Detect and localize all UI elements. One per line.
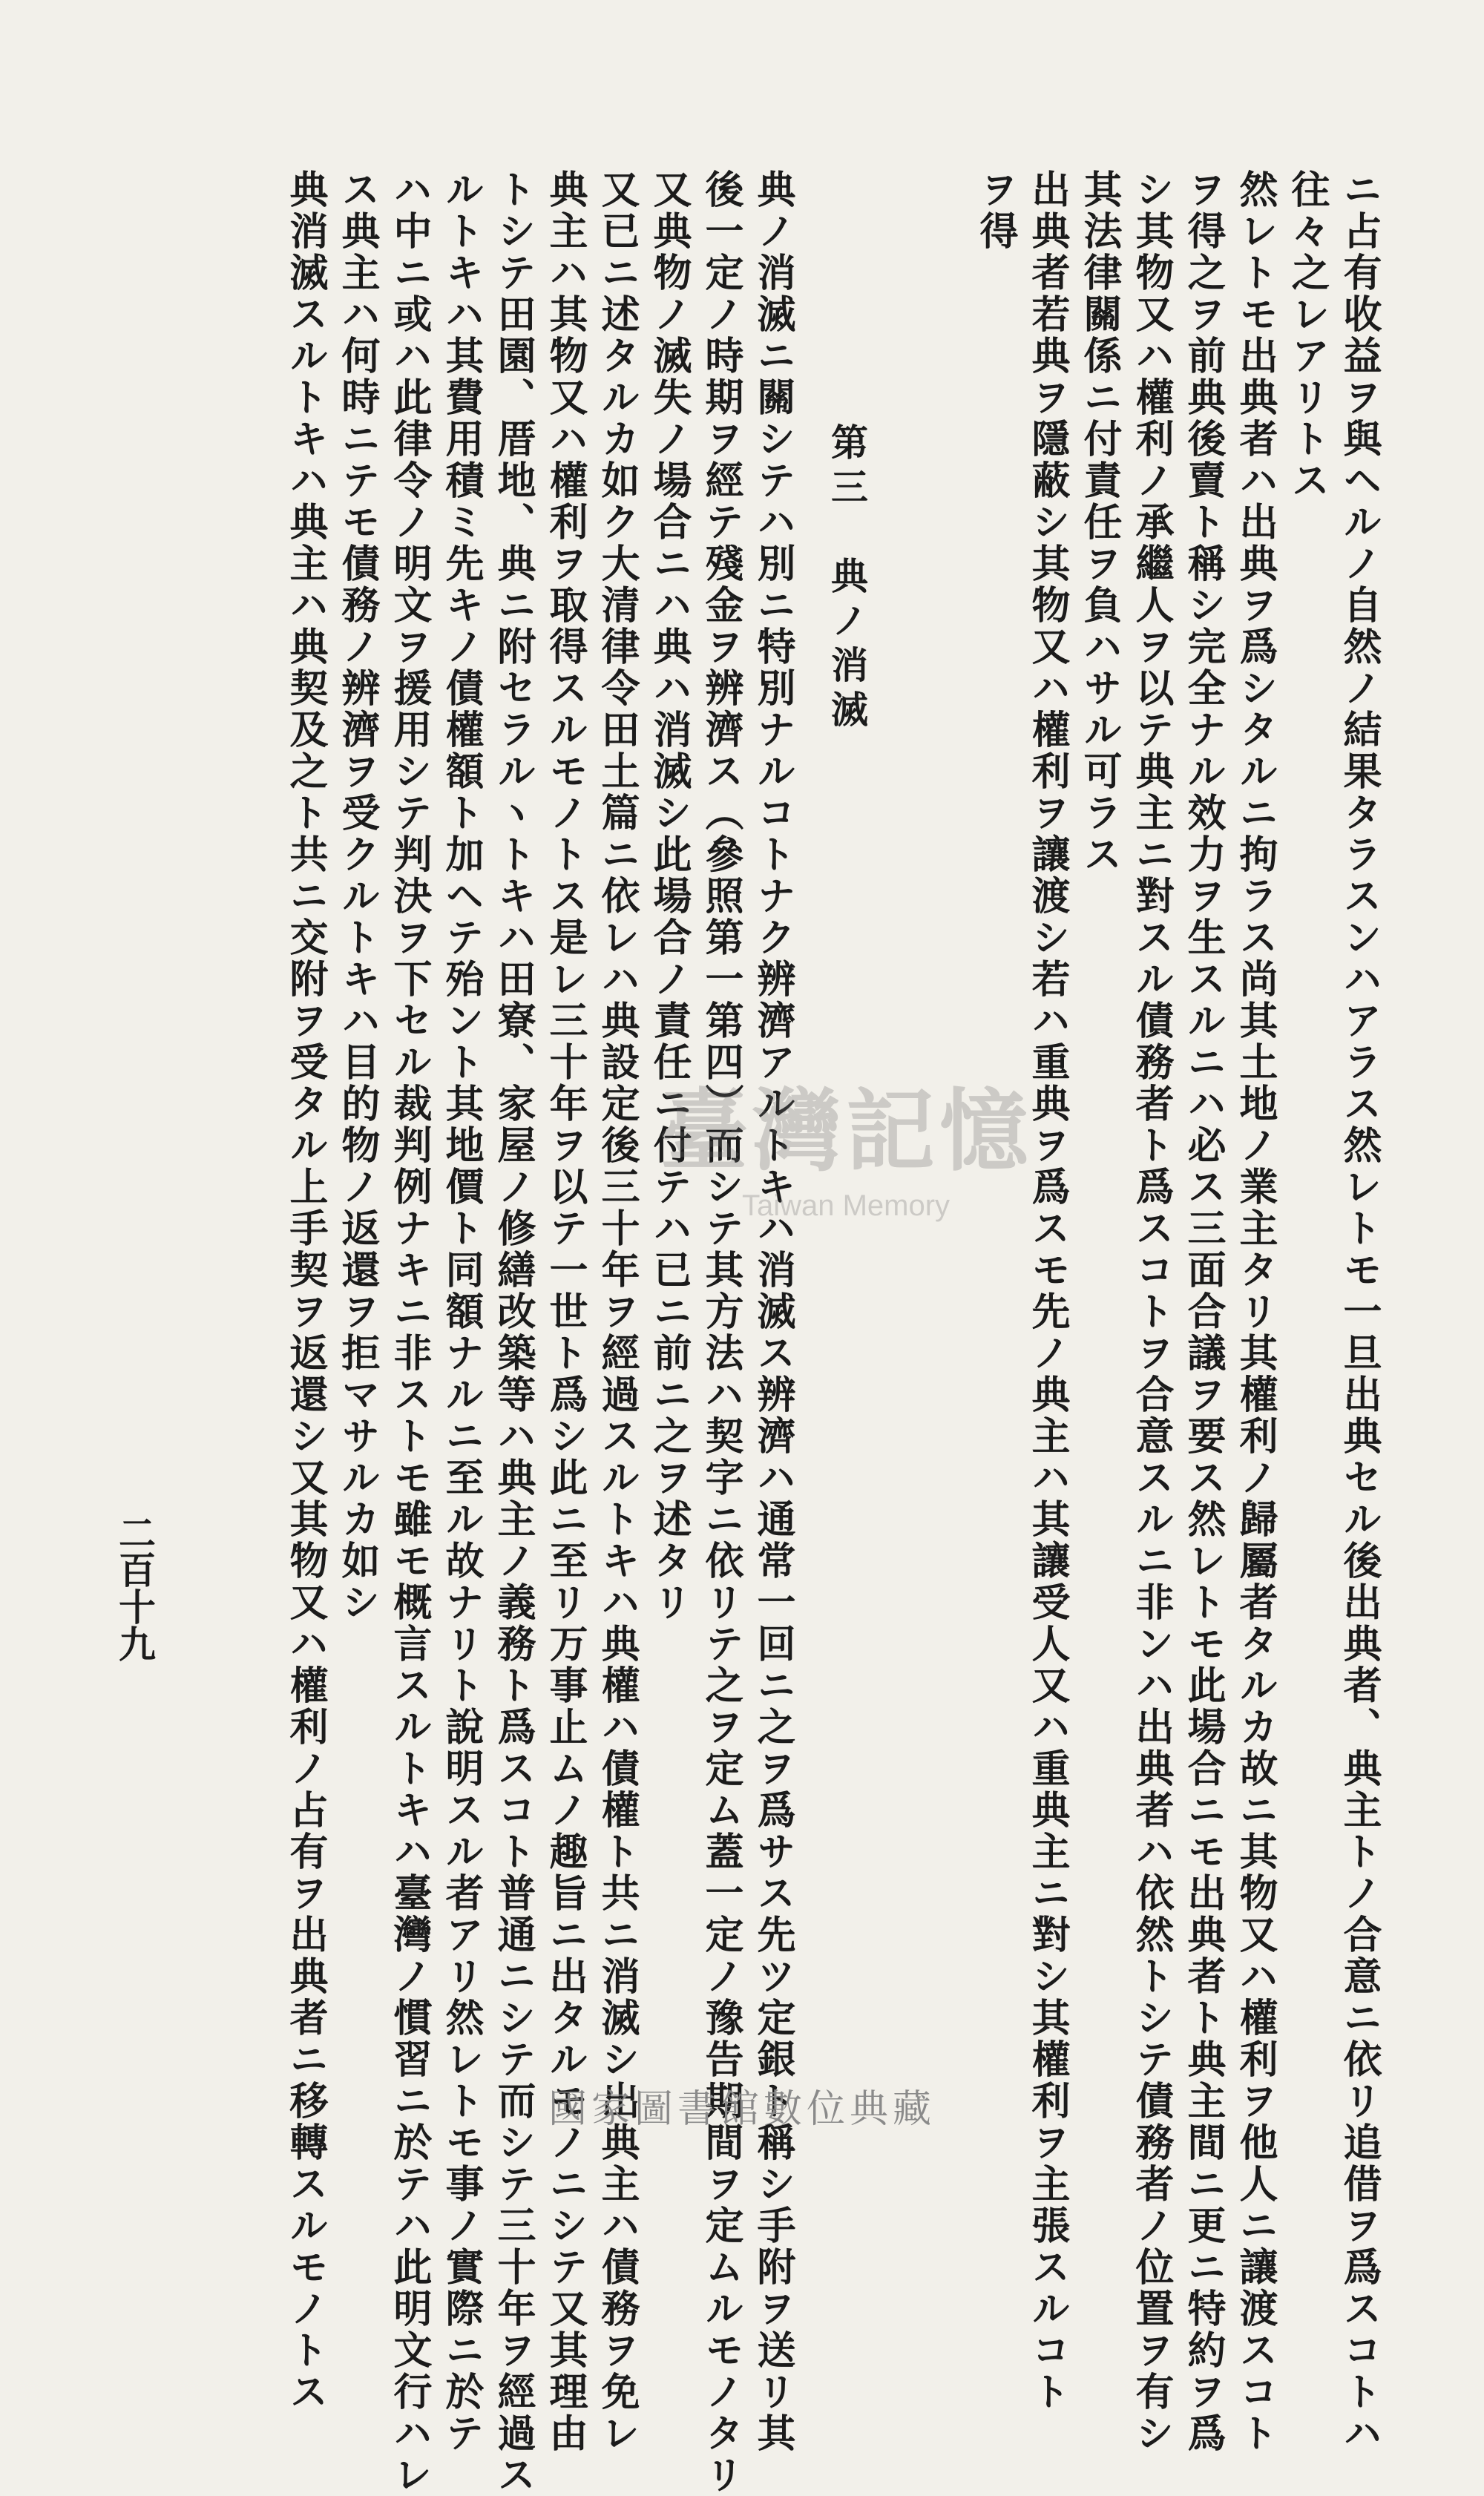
text-column-8: ヲ得	[973, 169, 1018, 252]
text-column-6: 其法律關係ニ付責任ヲ負ハサル可ラス	[1077, 169, 1122, 876]
text-column-16: ハ中ニ或ハ此律令ノ明文ヲ援用シテ判決ヲ下セル裁判例ナキニ非ストモ雖モ概言スルトキハ臺灣ノ慣習ニ於テハ此明文行ハレ	[387, 169, 432, 2496]
text-column-10: 後一定ノ時期ヲ經テ殘金ヲ辨濟ス（參照第一第四）而シテ其方法ハ契字ニ依リテ之ヲ定ム蓋一定ノ豫告期間ヲ定ムルモノタリ	[698, 169, 743, 2496]
text-column-12: 又已ニ述タルカ如ク大清律令田土篇ニ依レハ典設定後三十年ヲ經過スルトキハ典權ハ債權ト共ニ消滅シ出典主ハ債務ヲ免レ	[594, 169, 640, 2454]
text-column-11: 又典物ノ滅失ノ場合ニハ典ハ消滅シ此場合ノ責任ニ付テハ已ニ前ニ之ヲ述タリ	[646, 169, 692, 1623]
text-column-7: 出典者若典ヲ隱蔽シ其物又ハ權利ヲ讓渡シ若ハ重典ヲ爲スモ先ノ典主ハ其讓受人又ハ重典主ニ對シ其權利ヲ主張スルコト	[1025, 169, 1070, 2413]
text-column-14: トシテ田園、厝地、典ニ附セラルヽトキハ田寮、家屋ノ修繕改築等ハ典主ノ義務ト爲スコト普通ニシテ而シテ三十年ヲ經過ス	[490, 169, 536, 2496]
watermark-logo	[623, 1076, 1068, 1239]
text-column-15: ルトキハ其費用積ミ先キノ債權額ト加ヘテ殆ント其地價ト同額ナルニ至ル故ナリト說明スル者アリ然レトモ事ノ實際ニ於テ	[439, 169, 484, 2454]
text-column-18: 典消滅スルトキハ典主ハ典契及之ト共ニ交附ヲ受タル上手契ヲ返還シ又其物又ハ權利ノ占有ヲ出典者ニ移轉スルモノトス	[283, 169, 328, 2413]
footer-caption: 國家圖書館數位典藏	[548, 2087, 936, 2132]
text-column-17: ス典主ハ何時ニテモ債務ノ辨濟ヲ受クルトキハ目的物ノ返還ヲ拒マサルカ如シ	[335, 169, 380, 1623]
text-column-13: 典主ハ其物又ハ權利ヲ取得スルモノトス是レ三十年ヲ以テ一世ト爲シ此ニ至リ万事止ムノ趣旨ニ出タルモノニシテ又其理由	[542, 169, 588, 2454]
text-column-3: 然レトモ出典者ハ出典ヲ爲シタルニ拘ラス尚其土地ノ業主タリ其權利ノ歸屬者タルカ故ニ其物又ハ權利ヲ他人ニ讓渡スコト	[1232, 169, 1278, 2454]
text-column-1: ニ占有收益ヲ與ヘルノ自然ノ結果タラスンハアラス然レトモ一旦出典セル後出典者、典主トノ合意ニ依リ追借ヲ爲スコトハ	[1336, 169, 1382, 2454]
page-number: 二百十九	[113, 1514, 157, 1662]
text-column-4: ヲ得之ヲ前典後賣ト稱シ完全ナル效力ヲ生スルニハ必ス三面合議ヲ要ス然レトモ此場合ニモ出典者ト典主間ニ更ニ特約ヲ爲	[1181, 169, 1226, 2454]
text-column-9: 典ノ消滅ニ關シテハ別ニ特別ナルコトナク辨濟アルトキハ消滅ス辨濟ハ通常一回ニ之ヲ爲サス先ツ定銀ト稱シ手附ヲ送リ其	[750, 169, 795, 2454]
text-column-2: 往々之レアリトス	[1284, 169, 1330, 502]
section-heading: 第三 典ノ消滅	[825, 423, 869, 735]
watermark-logo-en: Taiwan Memory	[741, 1189, 951, 1222]
watermark-logo-text: 臺灣記憶	[659, 1079, 1033, 1183]
text-column-5: シ其物又ハ權利ノ承繼人ヲ以テ典主ニ對スル債務者ト爲スコトヲ合意スルニ非ンハ出典者ハ依然トシテ債務者ノ位置ヲ有シ	[1129, 169, 1174, 2454]
